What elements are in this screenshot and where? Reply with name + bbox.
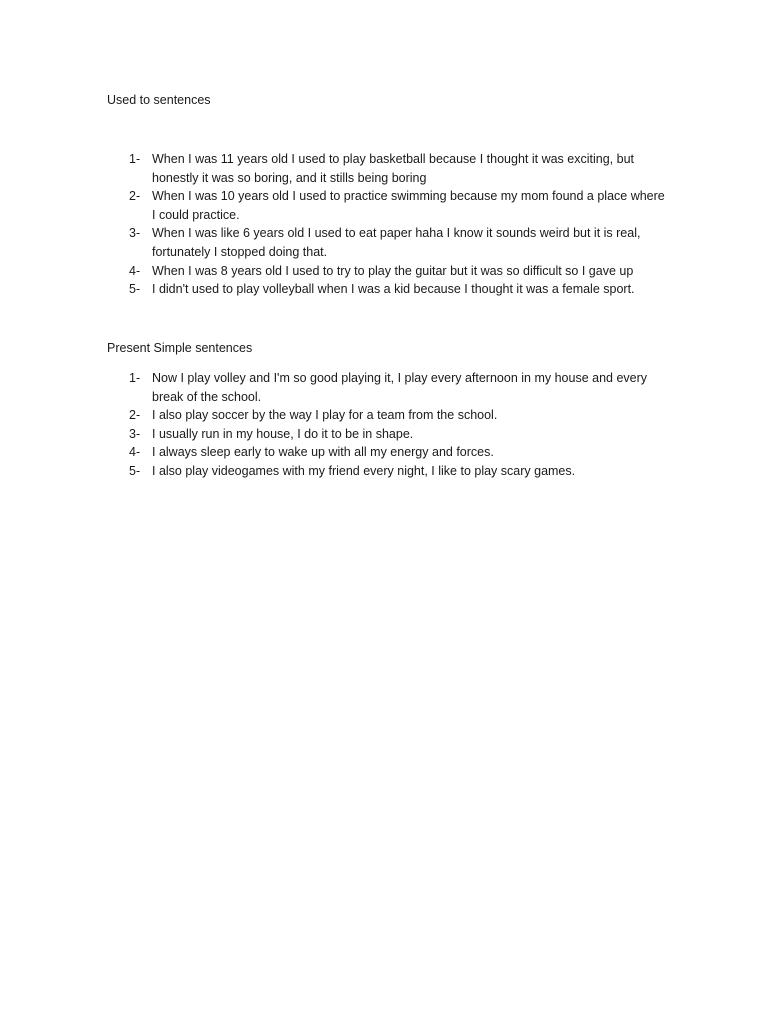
list-item-text: When I was 8 years old I used to try to play the guitar but it was so difficult so I gave up — [152, 263, 634, 278]
list-item-number: 1- — [129, 371, 141, 385]
list-item — [129, 425, 669, 444]
list-item-number: 5- — [129, 463, 141, 478]
section-heading-used-to: Used to sentences — [107, 93, 211, 107]
list-item — [129, 224, 669, 261]
list-item-number: 4- — [129, 445, 141, 460]
list-item-text: When I was like 6 years old I used to eat paper haha I know it sounds weird but it is real, fortunately I stopped doing that. — [152, 226, 641, 259]
list-item-number: 3- — [129, 226, 141, 241]
list-item — [129, 462, 669, 481]
list-item-number: 5- — [129, 282, 141, 297]
present-simple-sentences-list — [129, 369, 669, 481]
list-item-text: When I was 11 years old I used to play basketball because I thought it was exciting, but honestly it was so boring, and it stills being boring — [152, 152, 634, 185]
list-item — [129, 369, 669, 406]
section-heading-present-simple: Present Simple sentences — [107, 341, 253, 355]
list-item-text: I also play soccer by the way I play for a team from the school. — [152, 408, 498, 423]
list-item-number: 1- — [129, 152, 141, 166]
list-item — [129, 262, 669, 281]
used-to-sentences-list — [129, 150, 669, 299]
list-item-number: 3- — [129, 426, 141, 441]
list-item-text: When I was 10 years old I used to practice swimming because my mom found a place where I could practice. — [152, 189, 665, 222]
list-item-text: I also play videogames with my friend every night, I like to play scary games. — [152, 463, 576, 478]
list-item — [129, 443, 669, 462]
list-item-text: I didn't used to play volleyball when I was a kid because I thought it was a female sport. — [152, 282, 635, 297]
list-item — [129, 150, 669, 187]
list-item-number: 2- — [129, 189, 141, 204]
list-item-number: 4- — [129, 263, 141, 278]
list-item-text: Now I play volley and I'm so good playing it, I play every afternoon in my house and every break of the school. — [152, 371, 648, 404]
list-item-text: I always sleep early to wake up with all my energy and forces. — [152, 445, 494, 460]
list-item-number: 2- — [129, 408, 141, 423]
list-item-text: I usually run in my house, I do it to be in shape. — [152, 426, 414, 441]
list-item — [129, 187, 669, 224]
list-item — [129, 280, 669, 299]
list-item — [129, 406, 669, 425]
